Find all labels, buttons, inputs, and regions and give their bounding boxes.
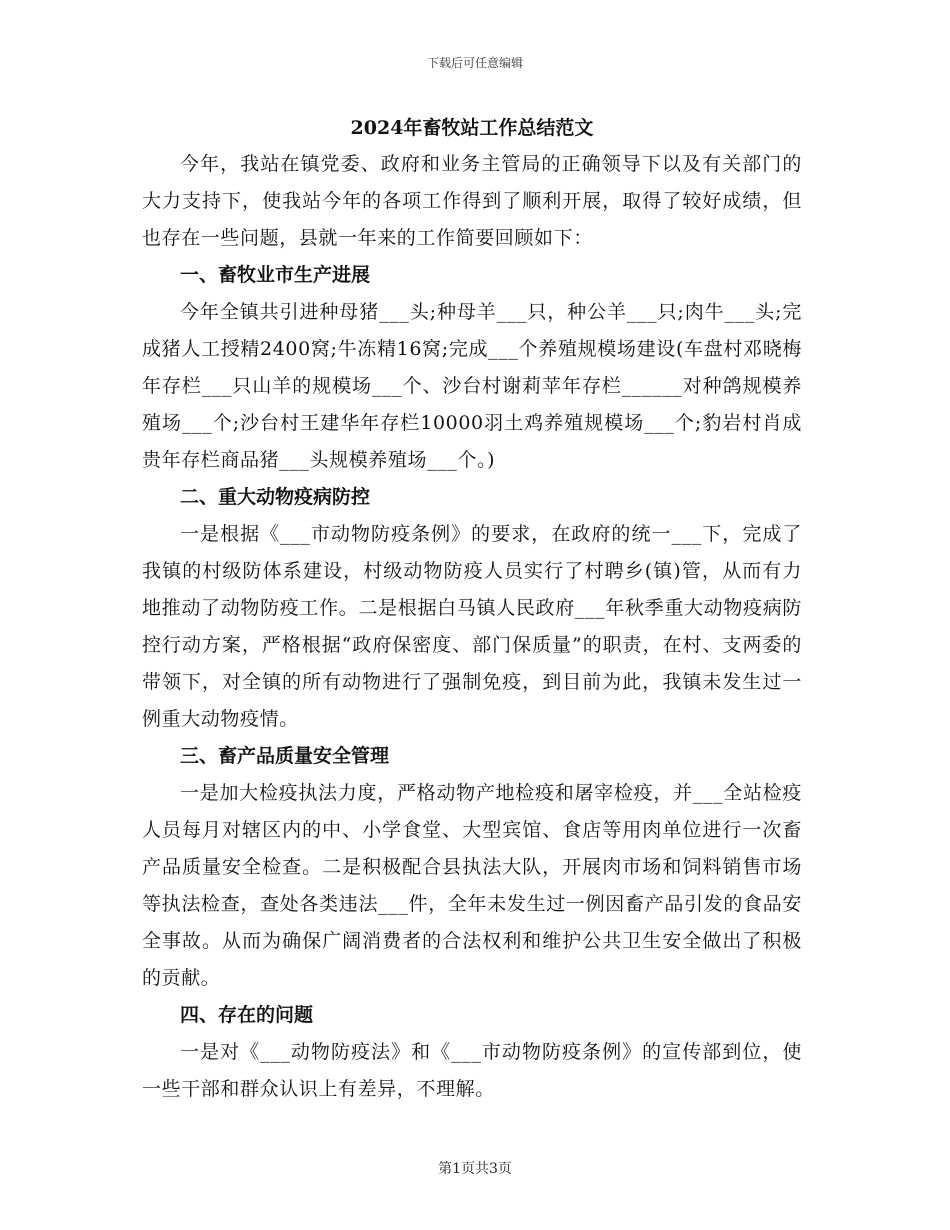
section-2-paragraph: 一是根据《___市动物防疫条例》的要求，在政府的统一___下，完成了我镇的村级防体系建设，村级动物防疫人员实行了村聘乡(镇)管，从而有力地推动了动物防疫工作。二是根据白马镇人民政府___年秋季重大动物疫病防控行动方案，严格根据“政府保密度、部门保质量”的职责，在村、支两委的带领下，对全镇的所有动物进行了强制免疫，到目前为此，我镇未发生过一例重大动物疫情。 [142,523,802,730]
section-heading-1: 一、畜牧业市生产进展 [180,264,371,286]
document-body [142,110,802,1108]
document-title: 2024年畜牧站工作总结范文 [350,117,594,139]
section-heading-4: 四、存在的问题 [180,1004,314,1026]
intro-paragraph: 今年，我站在镇党委、政府和业务主管局的正确领导下以及有关部门的大力支持下，使我站今年的各项工作得到了顺利开展，取得了较好成绩，但也存在一些问题，县就一年来的工作简要回顾如下： [142,153,802,249]
page-footer: 第1页共3页 [438,1161,512,1177]
section-3-paragraph: 一是加大检疫执法力度，严格动物产地检疫和屠宰检疫，并___全站检疫人员每月对辖区内的中、小学食堂、大型宾馆、食店等用肉单位进行一次畜产品质量安全检查。二是积极配合县执法大队，开展肉市场和饲料销售市场等执法检查，查处各类违法___件，全年未发生过一例因畜产品引发的食品安全事故。从而为确保广阔消费者的合法权利和维护公共卫生安全做出了积极的贡献。 [142,782,802,989]
section-1-paragraph: 今年全镇共引进种母猪___头;种母羊___只，种公羊___只;肉牛___头;完成猪人工授精2400窝;牛冻精16窝;完成___个养殖规模场建设(车盘村邓晓梅年存栏___只山羊的规模场___个、沙台村谢莉苹年存栏______对种鸽规模养殖场___个;沙台村王建华年存栏10000羽土鸡养殖规模场___个;豹岩村肖成贵年存栏商品猪___头规模养殖场___个。) [142,301,802,471]
section-heading-3: 三、畜产品质量安全管理 [180,745,390,767]
section-4-paragraph: 一是对《___动物防疫法》和《___市动物防疫条例》的宣传部到位，使一些干部和群众认识上有差异，不理解。 [142,1041,802,1100]
section-heading-2: 二、重大动物疫病防控 [180,486,371,508]
header-note: 下载后可任意编辑 [426,56,523,70]
